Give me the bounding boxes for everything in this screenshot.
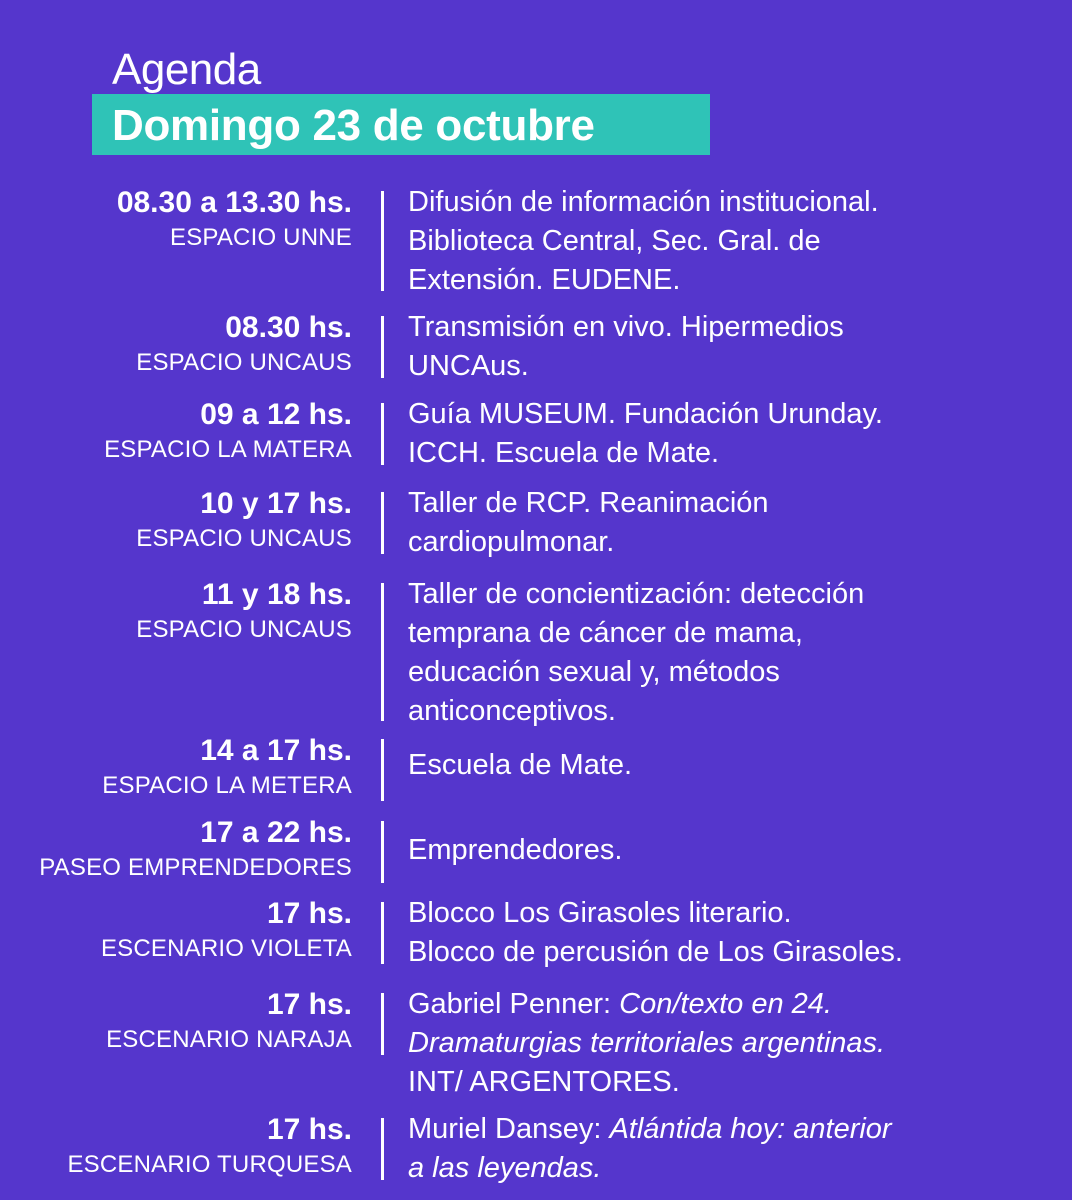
separator-line — [381, 902, 384, 964]
event-speaker: Muriel Dansey: — [408, 1113, 610, 1145]
event-time: 17 hs. — [266, 1113, 352, 1146]
event-description-line: Biblioteca Central, Sec. Gral. de — [408, 225, 821, 257]
event-time: 08.30 a 13.30 hs. — [116, 186, 352, 219]
event-description — [408, 308, 1048, 386]
event-description — [408, 395, 1048, 473]
separator-line — [381, 993, 384, 1055]
event-description-line — [408, 1110, 1048, 1149]
event-description-line: temprana de cáncer de mama, — [408, 617, 803, 649]
event-venue: PASEO EMPRENDEDORES — [39, 854, 352, 881]
event-time-venue — [136, 484, 352, 554]
separator-line — [381, 492, 384, 554]
event-description-line: Taller de RCP. Reanimación — [408, 487, 769, 519]
event-time: 14 a 17 hs. — [200, 734, 352, 767]
agenda-label: Agenda — [112, 45, 261, 94]
event-time-venue — [136, 308, 352, 378]
event-venue: ESPACIO UNNE — [170, 224, 352, 251]
event-venue: ESCENARIO VIOLETA — [100, 935, 352, 962]
event-description-line: cardiopulmonar. — [408, 526, 615, 558]
event-description — [408, 575, 1048, 731]
event-time: 08.30 hs. — [225, 311, 352, 344]
event-description-line: Taller de concientización: detección — [408, 578, 865, 610]
event-description-line: Transmisión en vivo. Hipermedios — [408, 311, 844, 343]
event-time-venue — [39, 813, 352, 883]
event-description — [408, 484, 1048, 562]
event-description-line: UNCAus. — [408, 350, 529, 382]
event-description-line: educación sexual y, métodos — [408, 656, 780, 688]
event-description-line — [408, 1149, 1048, 1188]
event-description — [408, 746, 1048, 785]
separator-line — [381, 739, 384, 801]
event-description-line — [408, 985, 1048, 1024]
event-time-venue — [101, 894, 352, 964]
event-venue: ESPACIO UNCAUS — [136, 525, 352, 552]
separator-line — [381, 191, 384, 291]
event-venue: ESPACIO LA METERA — [102, 772, 352, 799]
event-time-venue — [106, 985, 352, 1055]
event-description-line: Blocco Los Girasoles literario. — [408, 897, 792, 929]
event-venue: ESCENARIO NARAJA — [106, 1026, 352, 1053]
event-venue: ESPACIO UNCAUS — [136, 349, 352, 376]
event-venue: ESCENARIO TURQUESA — [67, 1151, 352, 1178]
event-description-line: ICCH. Escuela de Mate. — [408, 437, 720, 469]
event-title-italic: Con/texto en 24. — [619, 988, 832, 1020]
event-title-italic: Atlántida hoy: anterior — [609, 1113, 892, 1145]
event-description-line — [408, 1024, 1048, 1063]
separator-line — [381, 403, 384, 465]
event-description — [408, 831, 1048, 870]
event-description-line: Extensión. EUDENE. — [408, 264, 681, 296]
event-time: 11 y 18 hs. — [201, 578, 352, 611]
event-venue: ESPACIO LA MATERA — [104, 436, 352, 463]
event-description-line: Escuela de Mate. — [408, 749, 633, 781]
date-title: Domingo 23 de octubre — [112, 101, 595, 150]
event-description-line: Difusión de información institucional. — [408, 186, 879, 218]
event-description — [408, 183, 1048, 300]
event-description-line: Emprendedores. — [408, 834, 623, 866]
event-time: 10 y 17 hs. — [200, 487, 352, 520]
event-speaker: Gabriel Penner: — [408, 988, 620, 1020]
event-title-italic: Dramaturgias territoriales argentinas. — [408, 1027, 886, 1059]
event-description-line: Blocco de percusión de Los Girasoles. — [408, 936, 903, 968]
event-description-line: anticonceptivos. — [408, 695, 616, 727]
event-description-line: Guía MUSEUM. Fundación Urunday. — [408, 398, 883, 430]
separator-line — [381, 821, 384, 883]
separator-line — [381, 316, 384, 378]
separator-line — [381, 1118, 384, 1180]
event-description — [408, 894, 1048, 972]
event-description — [408, 985, 1048, 1102]
event-time-venue — [117, 183, 352, 253]
event-description — [408, 1110, 1048, 1188]
event-time: 09 a 12 hs. — [200, 398, 352, 431]
event-venue: ESPACIO UNCAUS — [136, 616, 352, 643]
event-description-line: INT/ ARGENTORES. — [408, 1066, 680, 1098]
separator-line — [381, 583, 384, 721]
event-time-venue — [104, 395, 352, 465]
event-time: 17 a 22 hs. — [200, 816, 352, 849]
event-time-venue — [67, 1110, 352, 1180]
event-time: 17 hs. — [266, 897, 352, 930]
event-time-venue — [136, 575, 352, 645]
event-time: 17 hs. — [266, 988, 352, 1021]
event-time-venue — [102, 731, 352, 801]
event-title-italic: a las leyendas. — [408, 1152, 602, 1184]
